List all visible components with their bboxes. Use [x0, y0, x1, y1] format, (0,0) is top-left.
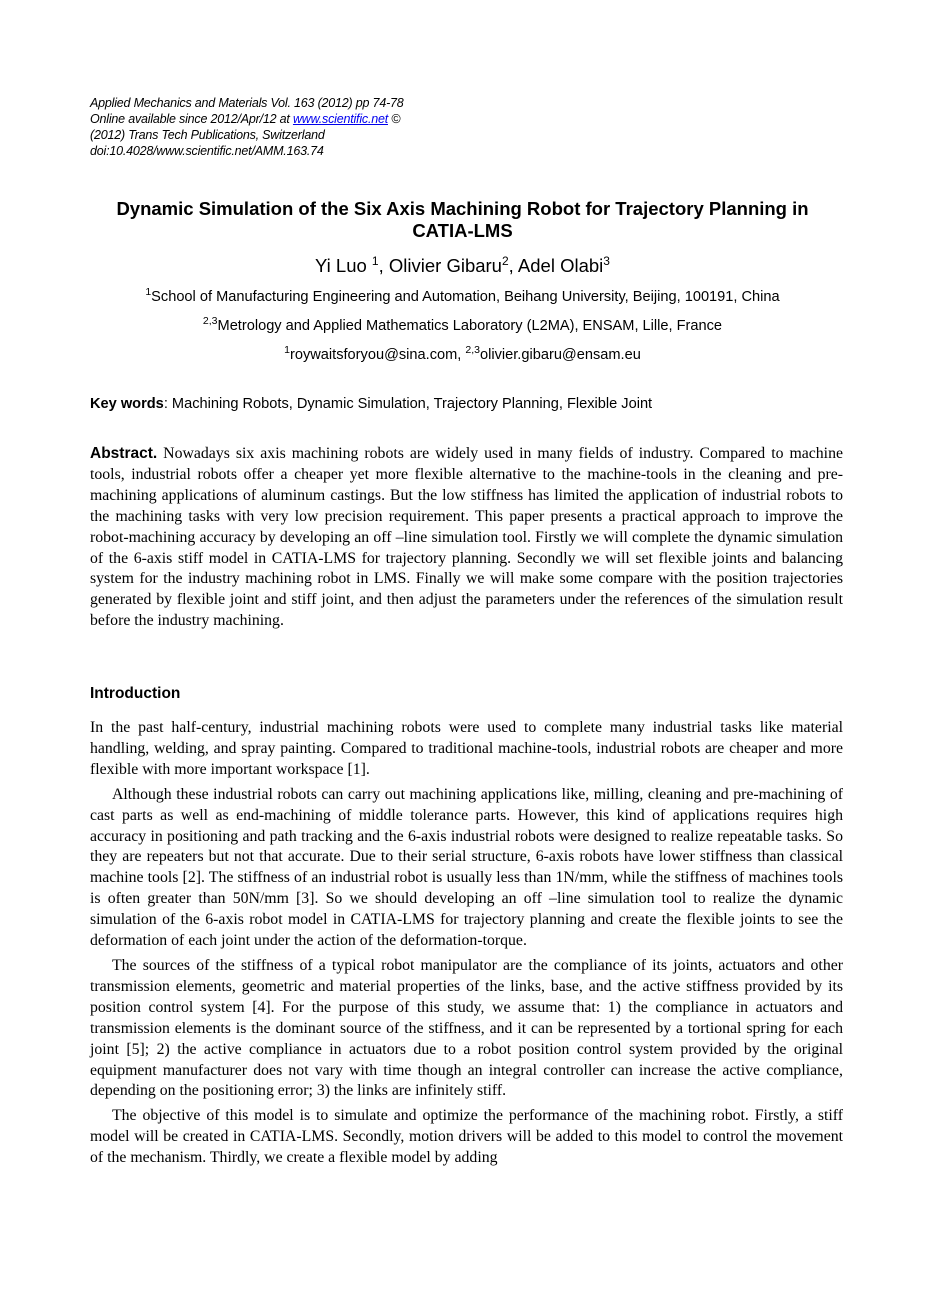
affiliation-1: [80, 288, 845, 306]
intro-paragraph: In the past half-century, industrial machining robots were used to complete many industrial tasks like material handling, welding, and spray painting. Compared to traditional machine-tools, industrial robots are cheaper and more flexible with more important workspace [1].: [90, 719, 843, 778]
author-3: , Adel Olabi: [508, 255, 604, 276]
publisher-link[interactable]: www.scientific.net: [292, 112, 388, 126]
email-1: roywaitsforyou@sina.com,: [289, 347, 466, 363]
email-2-sup: 2,3: [465, 344, 480, 356]
author-1-sup: 1: [371, 254, 379, 268]
publisher-line: (2012) Trans Tech Publications, Switzerland: [90, 128, 325, 142]
intro-paragraph: Although these industrial robots can carry out machining applications like, milling, cleaning and pre-machining of cast parts as well as end-machining of middle tolerance parts. However, this kind of applications requires high accuracy in positioning and path tracking and the 6-axis industrial robots were designed to realize repeatable tasks. So they are repeaters but not that accurate. Due to their serial structure, 6-axis robots have lower stiffness than classical machine tools [2]. The stiffness of an industrial robot is usually less than 1N/mm, while the stiffness of machines tools is often greater than 50N/mm [3]. So we should developing an off –line simulation tool to realize the dynamic simulation of the 6-axis robot model in CATIA-LMS for trajectory planning and create the flexible joints to see the deformation of each joint under the action of the deformation-torque.: [90, 785, 843, 950]
affiliation-1-sup: 1: [145, 286, 152, 298]
abstract: [90, 444, 843, 632]
author-2: , Olivier Gibaru: [378, 255, 502, 276]
affiliation-2-sup: 2,3: [202, 315, 218, 327]
affiliation-1-text: School of Manufacturing Engineering and Automation, Beihang University, Beijing, 100191, China: [151, 289, 780, 305]
email-1-sup: 1: [284, 344, 290, 356]
keywords-label: Key words: [90, 396, 164, 412]
paper-title: Dynamic Simulation of the Six Axis Machining Robot for Trajectory Planning in CATIA-LMS: [116, 198, 809, 241]
abstract-text: Nowadays six axis machining robots are widely used in many fields of industry. Compared to machine tools, industrial robots offer a cheaper yet more flexible alternative to the machine-tools in the cleaning and pre-machining applications of aluminum castings. But the low stiffness has limited the application of industrial robots to the machining tasks with very low precision requirement. This paper presents a practical approach to improve the robot-machining accuracy by developing an off –line simulation tool. Firstly we will complete the dynamic simulation of the 6-axis stiff model in CATIA-LMS for trajectory planning. Secondly we will set flexible joints and balancing system for the industry machining robot in LMS. Finally we will make some compare with the position trajectories generated by flexible joint and stiff joint, and then adjust the parameters under the references of the simulation result before the industry machining.: [90, 445, 843, 630]
online-prefix: Online available since 2012/Apr/12 at: [90, 112, 293, 126]
author-list: [90, 254, 835, 278]
section-heading-introduction: Introduction: [90, 685, 181, 702]
journal-citation: Applied Mechanics and Materials Vol. 163 (2012) pp 74-78: [90, 96, 404, 110]
intro-paragraph: The sources of the stiffness of a typical robot manipulator are the compliance of its joints, actuators and other transmission elements, geometric and material properties of the links, base, and the active stiffness provided by its position control system [4]. For the purpose of this study, we assume that: 1) the compliance in actuators and transmission elements is the dominant source of the stiffness, and it can be represented by a tortional spring for each joint [5]; 2) the active compliance in actuators due to a robot position control system provided by the original equipment manufacturer does not vary with time though an integral controller can increase the active compliance, depending on the positioning error; 3) the links are infinitely stiff.: [90, 956, 843, 1100]
online-availability: [90, 111, 404, 127]
email-2: olivier.gibaru@ensam.eu: [480, 347, 641, 363]
abstract-label: Abstract.: [90, 445, 158, 462]
author-1: Yi Luo: [315, 255, 372, 276]
author-3-sup: 3: [603, 254, 610, 268]
publication-header: [90, 95, 404, 159]
doi-line: doi:10.4028/www.scientific.net/AMM.163.74: [90, 144, 324, 158]
author-emails: [80, 346, 845, 364]
intro-paragraph: The objective of this model is to simulate and optimize the performance of the machining robot. Firstly, a stiff model will be created in CATIA-LMS. Secondly, motion drivers will be added to this model to control the movement of the mechanism. Thirdly, we create a flexible model by adding: [90, 1107, 843, 1167]
affiliation-2: [80, 317, 845, 335]
keywords-text: : Machining Robots, Dynamic Simulation, Trajectory Planning, Flexible Joint: [163, 396, 653, 412]
author-2-sup: 2: [501, 254, 509, 268]
copyright-symbol: ©: [388, 112, 401, 126]
introduction-body: [90, 718, 843, 1173]
keywords: [90, 395, 652, 413]
affiliation-2-text: Metrology and Applied Mathematics Laboratory (L2MA), ENSAM, Lille, France: [217, 318, 723, 334]
